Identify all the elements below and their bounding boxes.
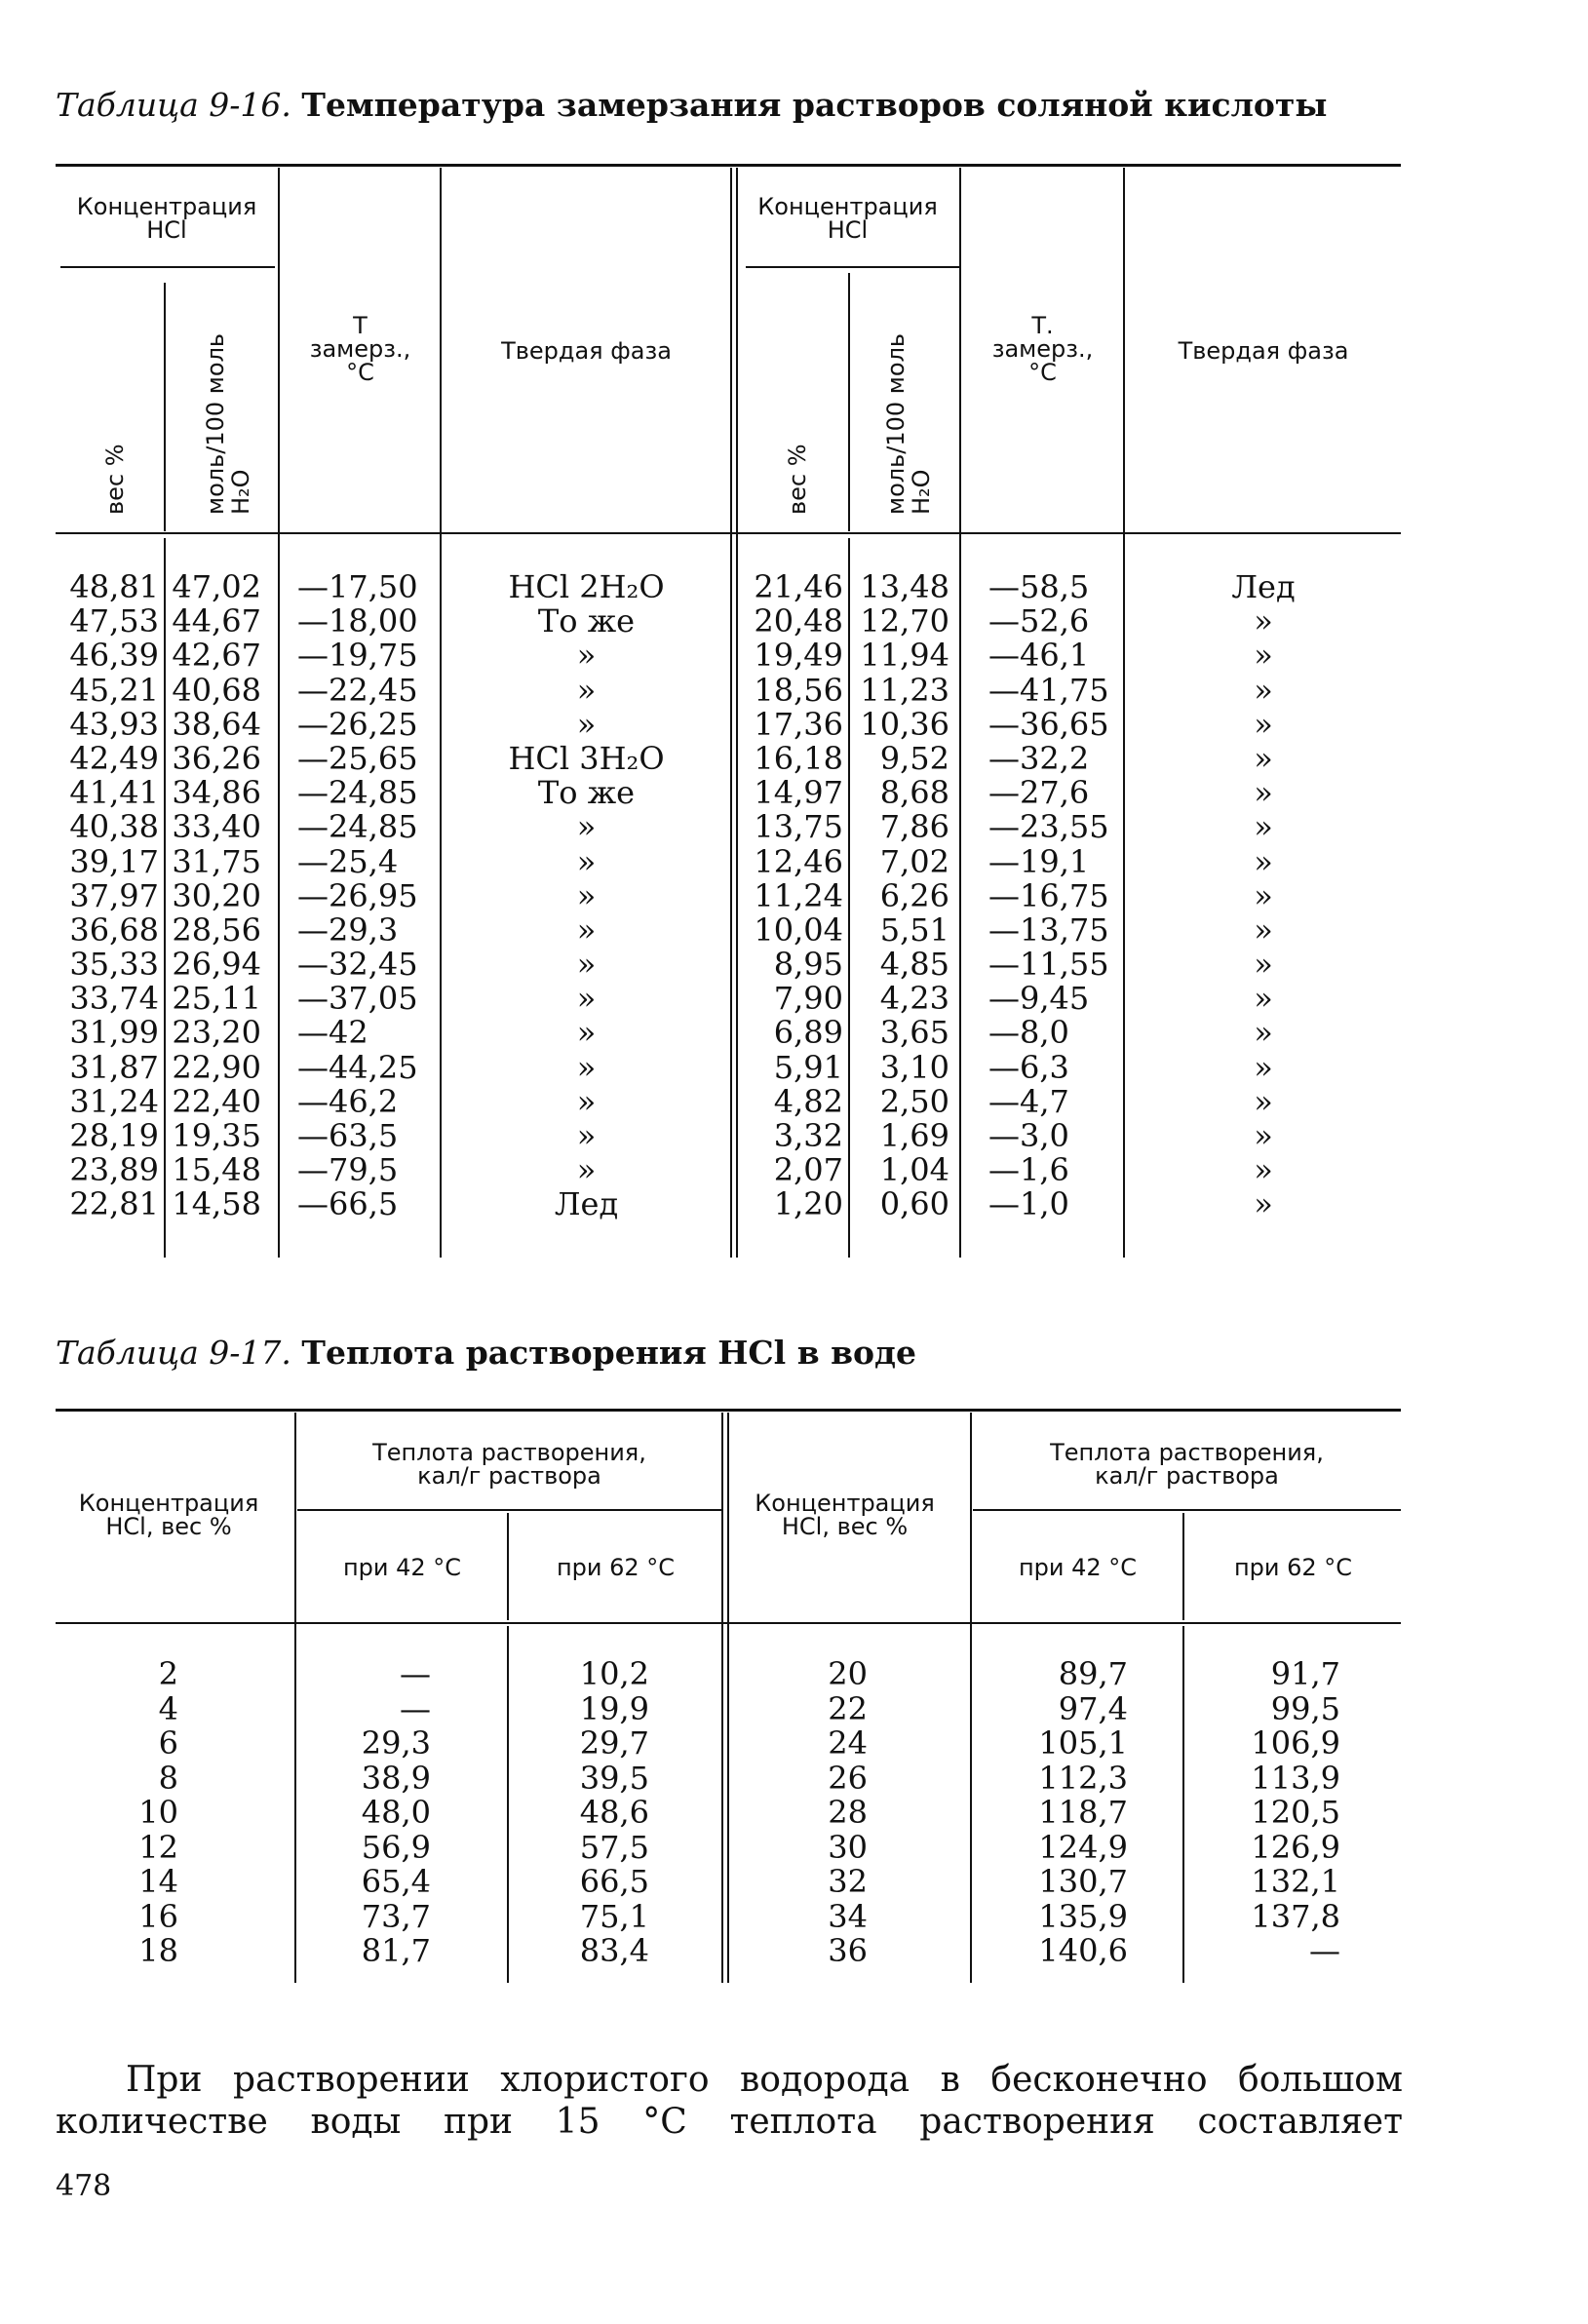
table-cell: 30,20 (172, 876, 261, 914)
table-cell: —63,5 (297, 1117, 399, 1154)
table-cell: —23,55 (988, 808, 1109, 846)
table-cell: 73,7 (361, 1897, 431, 1935)
table-cell: 14,97 (754, 774, 843, 812)
table-cell: 16 (138, 1897, 178, 1935)
table-cell: 46,39 (69, 637, 159, 675)
table-2-header-heat-of-solution: Теплота растворения, кал/г раствора (372, 1439, 646, 1490)
table-1-header-concentration: Концентрация HCl (757, 193, 938, 244)
table-1-vline (1123, 168, 1125, 1258)
table-2-vline (1182, 1626, 1184, 1983)
table-cell: 8,95 (773, 946, 843, 984)
table-cell: 7,90 (773, 980, 843, 1018)
table-cell: » (576, 910, 597, 949)
table-cell: 66,5 (579, 1863, 649, 1900)
table-1-header-concentration: Концентрация HCl (76, 193, 257, 244)
table-cell: —22,45 (297, 671, 418, 709)
table-cell: 1,69 (879, 1117, 949, 1154)
table-2-column-at-62 (510, 1657, 649, 1969)
table-cell: —41,75 (988, 671, 1109, 709)
table-cell: 112,3 (1038, 1759, 1128, 1797)
table-cell: —29,3 (297, 910, 399, 949)
table-2-group-rule-right (973, 1509, 1401, 1511)
table-cell: 19,49 (754, 637, 843, 675)
table-cell: — (400, 1655, 431, 1692)
table-cell: 1,04 (879, 1151, 949, 1189)
table-cell: 48,6 (579, 1794, 649, 1831)
table-cell: —3,0 (988, 1117, 1069, 1154)
table-cell: Лед (1231, 568, 1296, 605)
table-2-column-at-42 (297, 1657, 431, 1969)
table-cell: 44,67 (172, 602, 261, 640)
table-cell: 28 (828, 1794, 868, 1831)
table-cell: 23,89 (69, 1151, 159, 1189)
table-1-header-freezing-temp: Т замерз., °С (309, 312, 411, 386)
table-cell: 36,68 (69, 910, 159, 949)
table-cell: —8,0 (988, 1014, 1069, 1052)
table-cell: » (576, 1048, 597, 1086)
table-cell: —1,6 (988, 1151, 1069, 1189)
table-1-vline (848, 538, 850, 1258)
table-2-vline (1182, 1513, 1184, 1620)
table-cell: » (576, 946, 597, 984)
table-cell: 57,5 (579, 1828, 649, 1866)
table-cell: 11,94 (860, 637, 949, 675)
table-cell: 137,8 (1251, 1897, 1340, 1935)
table-cell: » (1254, 774, 1273, 812)
table-cell: 22,40 (172, 1082, 261, 1120)
table-cell: 113,9 (1251, 1759, 1340, 1797)
table-cell: » (1254, 1014, 1273, 1052)
table-cell: 106,9 (1251, 1724, 1340, 1762)
table-cell: 45,21 (69, 671, 159, 709)
table-cell: 8,68 (879, 774, 949, 812)
table-cell: 6,26 (879, 876, 949, 914)
table-cell: 7,02 (879, 842, 949, 880)
table-cell: 4 (158, 1689, 178, 1727)
table-2-vline (721, 1413, 723, 1983)
table-cell: 105,1 (1038, 1724, 1128, 1762)
table-cell: —13,75 (988, 910, 1109, 949)
table-cell: 126,9 (1251, 1828, 1340, 1866)
table-cell: 4,82 (773, 1082, 843, 1120)
table-2-header-heat-of-solution: Теплота растворения, кал/г раствора (1050, 1439, 1324, 1490)
table-2-caption (56, 1334, 916, 1372)
table-cell: 39,5 (579, 1759, 649, 1797)
table-2-column-at-62 (1185, 1657, 1340, 1969)
table-2-vline (294, 1413, 296, 1983)
table-cell: 135,9 (1038, 1897, 1128, 1935)
table-cell: 12 (138, 1828, 178, 1866)
table-cell: —4,7 (988, 1082, 1069, 1120)
table-cell: 29,3 (361, 1724, 431, 1762)
table-cell: 13,48 (860, 568, 949, 605)
table-1-column-weight-percent (56, 570, 159, 1222)
table-2-caption-label: Таблица 9-17. (56, 1334, 291, 1372)
table-cell: » (576, 876, 597, 914)
table-cell: —46,1 (988, 637, 1090, 675)
table-cell: —18,00 (297, 602, 418, 640)
table-cell: 28,56 (172, 910, 261, 949)
table-cell: 5,51 (879, 910, 949, 949)
table-cell: » (1254, 842, 1273, 880)
table-cell: 24 (828, 1724, 868, 1762)
table-cell: 32 (828, 1863, 868, 1900)
table-cell: » (576, 705, 597, 743)
table-1-column-mol (852, 570, 949, 1222)
table-cell: 120,5 (1251, 1794, 1340, 1831)
table-cell: » (1254, 1117, 1273, 1154)
table-1-column-mol (168, 570, 261, 1222)
table-cell: 37,97 (69, 876, 159, 914)
table-cell: 20,48 (754, 602, 843, 640)
table-1-header-freezing-temp: Т. замерз., °С (991, 312, 1094, 386)
table-cell: 31,75 (172, 842, 261, 880)
table-cell: » (576, 980, 597, 1018)
table-cell: 26 (828, 1759, 868, 1797)
table-cell: 26,94 (172, 946, 261, 984)
table-cell: 19,9 (579, 1689, 649, 1727)
table-cell: 18,56 (754, 671, 843, 709)
table-2-vline (507, 1513, 509, 1620)
table-1-column-freezing-temp (988, 570, 1120, 1222)
table-cell: 31,99 (69, 1014, 159, 1052)
table-cell: » (1254, 980, 1273, 1018)
table-cell: 33,40 (172, 808, 261, 846)
table-cell: —25,4 (297, 842, 399, 880)
table-cell: 47,53 (69, 602, 159, 640)
table-cell: Лед (554, 1185, 619, 1223)
table-1-header-weight-percent: вес % (784, 444, 811, 515)
table-2-header-at-62: при 62 °С (1233, 1554, 1353, 1581)
table-2-caption-title: Теплота растворения HCl в воде (301, 1334, 917, 1372)
table-cell: » (1254, 1151, 1273, 1189)
table-cell: 2,07 (773, 1151, 843, 1189)
table-cell: 42,49 (69, 739, 159, 777)
table-1-header-weight-percent: вес % (101, 444, 129, 515)
body-paragraph (56, 2059, 1403, 2143)
table-cell: 30 (828, 1828, 868, 1866)
table-2-header-concentration: Концентрация HCl, вес % (755, 1490, 935, 1540)
table-cell: 33,74 (69, 980, 159, 1018)
table-cell: 38,9 (361, 1759, 431, 1797)
paragraph-line: количестве воды при 15 °С теплота растворения составляет (56, 2102, 1403, 2142)
table-1-group-rule-right (746, 266, 960, 268)
table-cell: HCl 3H₂O (508, 739, 665, 777)
table-cell: 40,38 (69, 808, 159, 846)
table-cell: — (400, 1689, 431, 1727)
table-cell: 12,70 (860, 602, 949, 640)
table-cell: 2,50 (879, 1082, 949, 1120)
table-cell: —79,5 (297, 1151, 399, 1189)
table-cell: 23,20 (172, 1014, 261, 1052)
table-1-header-solid-phase: Твердая фаза (501, 337, 672, 365)
table-cell: » (1254, 739, 1273, 777)
table-cell: 5,91 (773, 1048, 843, 1086)
table-cell: 29,7 (579, 1724, 649, 1762)
table-cell: 12,46 (754, 842, 843, 880)
table-cell: 0,60 (879, 1185, 949, 1223)
table-cell: 65,4 (361, 1863, 431, 1900)
table-cell: » (576, 637, 597, 675)
table-cell: 8 (158, 1759, 178, 1797)
table-cell: 34 (828, 1897, 868, 1935)
table-2-vline (970, 1413, 972, 1983)
table-1-vline (164, 538, 166, 1258)
table-cell: —36,65 (988, 705, 1109, 743)
table-cell: 99,5 (1270, 1689, 1340, 1727)
table-cell: 14,58 (172, 1185, 261, 1223)
table-cell: 4,23 (879, 980, 949, 1018)
table-cell: 4,85 (879, 946, 949, 984)
table-1-vline (730, 168, 732, 1258)
table-cell: 91,7 (1270, 1655, 1340, 1692)
table-cell: 6,89 (773, 1014, 843, 1052)
table-cell: —6,3 (988, 1048, 1069, 1086)
table-cell: 48,0 (361, 1794, 431, 1831)
table-1-caption-label: Таблица 9-16. (56, 86, 291, 124)
table-cell: 14 (138, 1863, 178, 1900)
table-cell: 83,4 (579, 1932, 649, 1969)
table-cell: 10,04 (754, 910, 843, 949)
table-cell: 130,7 (1038, 1863, 1128, 1900)
table-cell: —11,55 (988, 946, 1109, 984)
table-1-column-solid-phase (443, 570, 730, 1222)
table-cell: 3,65 (879, 1014, 949, 1052)
table-cell: —32,2 (988, 739, 1090, 777)
table-cell: 3,32 (773, 1117, 843, 1154)
table-cell: 42,67 (172, 637, 261, 675)
table-1-column-freezing-temp (297, 570, 434, 1222)
table-cell: 20 (828, 1655, 868, 1692)
table-cell: То же (537, 602, 636, 640)
table-cell: 47,02 (172, 568, 261, 605)
table-cell: —19,75 (297, 637, 418, 675)
table-cell: 1,20 (773, 1185, 843, 1223)
table-2-header-concentration: Концентрация HCl, вес % (78, 1490, 259, 1540)
table-cell: 25,11 (172, 980, 261, 1018)
table-cell: —27,6 (988, 774, 1090, 812)
table-cell: » (1254, 637, 1273, 675)
table-cell: 11,24 (754, 876, 843, 914)
table-cell: 31,87 (69, 1048, 159, 1086)
table-cell: 13,75 (754, 808, 843, 846)
table-cell: 9,52 (879, 739, 949, 777)
table-cell: —44,25 (297, 1048, 418, 1086)
table-cell: 97,4 (1058, 1689, 1128, 1727)
table-1-top-rule (56, 164, 1401, 167)
table-cell: » (1254, 1048, 1273, 1086)
table-cell: —19,1 (988, 842, 1090, 880)
table-cell: » (576, 1082, 597, 1120)
paragraph-line: При растворении хлористого водорода в бесконечно большом (126, 2060, 1403, 2100)
table-cell: 41,41 (69, 774, 159, 812)
table-cell: То же (537, 774, 636, 812)
table-cell: » (576, 1151, 597, 1189)
table-cell: 40,68 (172, 671, 261, 709)
table-2-vline (507, 1626, 509, 1983)
table-cell: —17,50 (297, 568, 418, 605)
table-cell: 22,90 (172, 1048, 261, 1086)
table-1-column-solid-phase (1126, 570, 1401, 1222)
table-cell: » (576, 842, 597, 880)
table-cell: » (576, 1117, 597, 1154)
table-2-group-rule-left (297, 1509, 723, 1511)
table-cell: 3,10 (879, 1048, 949, 1086)
table-cell: 35,33 (69, 946, 159, 984)
table-cell: —46,2 (297, 1082, 399, 1120)
table-cell: —32,45 (297, 946, 418, 984)
table-cell: 7,86 (879, 808, 949, 846)
table-cell: 89,7 (1058, 1655, 1128, 1692)
table-cell: —25,65 (297, 739, 418, 777)
table-cell: 10,36 (860, 705, 949, 743)
table-cell: —16,75 (988, 876, 1109, 914)
table-cell: —26,95 (297, 876, 418, 914)
table-1-group-rule-left (60, 266, 275, 268)
table-1-caption (56, 86, 1327, 124)
table-cell: 56,9 (361, 1828, 431, 1866)
table-cell: — (1309, 1932, 1340, 1969)
table-cell: » (1254, 1185, 1273, 1223)
table-cell: —24,85 (297, 808, 418, 846)
table-1-vline (440, 168, 442, 1258)
table-cell: » (1254, 876, 1273, 914)
table-cell: 28,19 (69, 1117, 159, 1154)
table-cell: » (1254, 705, 1273, 743)
table-cell: 140,6 (1038, 1932, 1128, 1969)
table-cell: 2 (158, 1655, 178, 1692)
table-cell: 75,1 (579, 1897, 649, 1935)
table-1-vline (848, 273, 850, 531)
table-cell: 11,23 (860, 671, 949, 709)
table-cell: 16,18 (754, 739, 843, 777)
table-cell: 36 (828, 1932, 868, 1969)
table-1-vline (959, 168, 961, 1258)
table-cell: —26,25 (297, 705, 418, 743)
table-cell: 15,48 (172, 1151, 261, 1189)
table-cell: 31,24 (69, 1082, 159, 1120)
table-cell: 39,17 (69, 842, 159, 880)
table-cell: —37,05 (297, 980, 418, 1018)
table-1-vline (164, 283, 166, 531)
table-cell: —66,5 (297, 1185, 399, 1223)
table-cell: 38,64 (172, 705, 261, 743)
table-cell: 17,36 (754, 705, 843, 743)
table-cell: 22 (828, 1689, 868, 1727)
table-cell: 36,26 (172, 739, 261, 777)
table-cell: 10 (138, 1794, 178, 1831)
table-cell: » (1254, 946, 1273, 984)
table-cell: —42 (297, 1014, 368, 1052)
table-2-column-concentration (729, 1657, 868, 1969)
table-cell: 21,46 (754, 568, 843, 605)
table-2-header-at-42: при 42 °С (1018, 1554, 1138, 1581)
table-cell: —58,5 (988, 568, 1090, 605)
table-cell: 118,7 (1038, 1794, 1128, 1831)
table-cell: 19,35 (172, 1117, 261, 1154)
table-cell: » (1254, 602, 1273, 640)
table-cell: 34,86 (172, 774, 261, 812)
table-cell: » (576, 671, 597, 709)
table-2-column-concentration (56, 1657, 178, 1969)
table-2-header-at-42: при 42 °С (342, 1554, 462, 1581)
table-1-header-rule (56, 532, 1401, 534)
table-cell: 48,81 (69, 568, 159, 605)
table-cell: 132,1 (1251, 1863, 1340, 1900)
table-2-top-rule (56, 1409, 1401, 1412)
table-cell: 22,81 (69, 1185, 159, 1223)
table-cell: » (1254, 671, 1273, 709)
table-cell: » (1254, 1082, 1273, 1120)
table-cell: 81,7 (361, 1932, 431, 1969)
table-cell: 124,9 (1038, 1828, 1128, 1866)
table-1-header-mol: моль/100 моль H₂O (202, 332, 254, 515)
table-1-caption-title: Температура замерзания растворов соляной кислоты (301, 86, 1328, 124)
page-number: 478 (56, 2169, 112, 2203)
table-cell: » (1254, 910, 1273, 949)
table-cell: —24,85 (297, 774, 418, 812)
table-cell: 10,2 (579, 1655, 649, 1692)
table-cell: » (576, 808, 597, 846)
table-cell: » (1254, 808, 1273, 846)
table-cell: » (576, 1014, 597, 1052)
table-1-column-weight-percent (738, 570, 843, 1222)
table-cell: 6 (158, 1724, 178, 1762)
table-2-header-at-62: при 62 °С (556, 1554, 676, 1581)
table-cell: HCl 2H₂O (508, 568, 665, 605)
table-1-header-mol: моль/100 моль H₂O (882, 332, 935, 515)
table-1-header-solid-phase: Твердая фаза (1178, 337, 1349, 365)
table-cell: —9,45 (988, 980, 1090, 1018)
table-1-vline (278, 168, 280, 1258)
table-cell: —1,0 (988, 1185, 1069, 1223)
table-cell: 18 (138, 1932, 178, 1969)
table-cell: 43,93 (69, 705, 159, 743)
table-cell: —52,6 (988, 602, 1090, 640)
table-2-column-at-42 (973, 1657, 1128, 1969)
